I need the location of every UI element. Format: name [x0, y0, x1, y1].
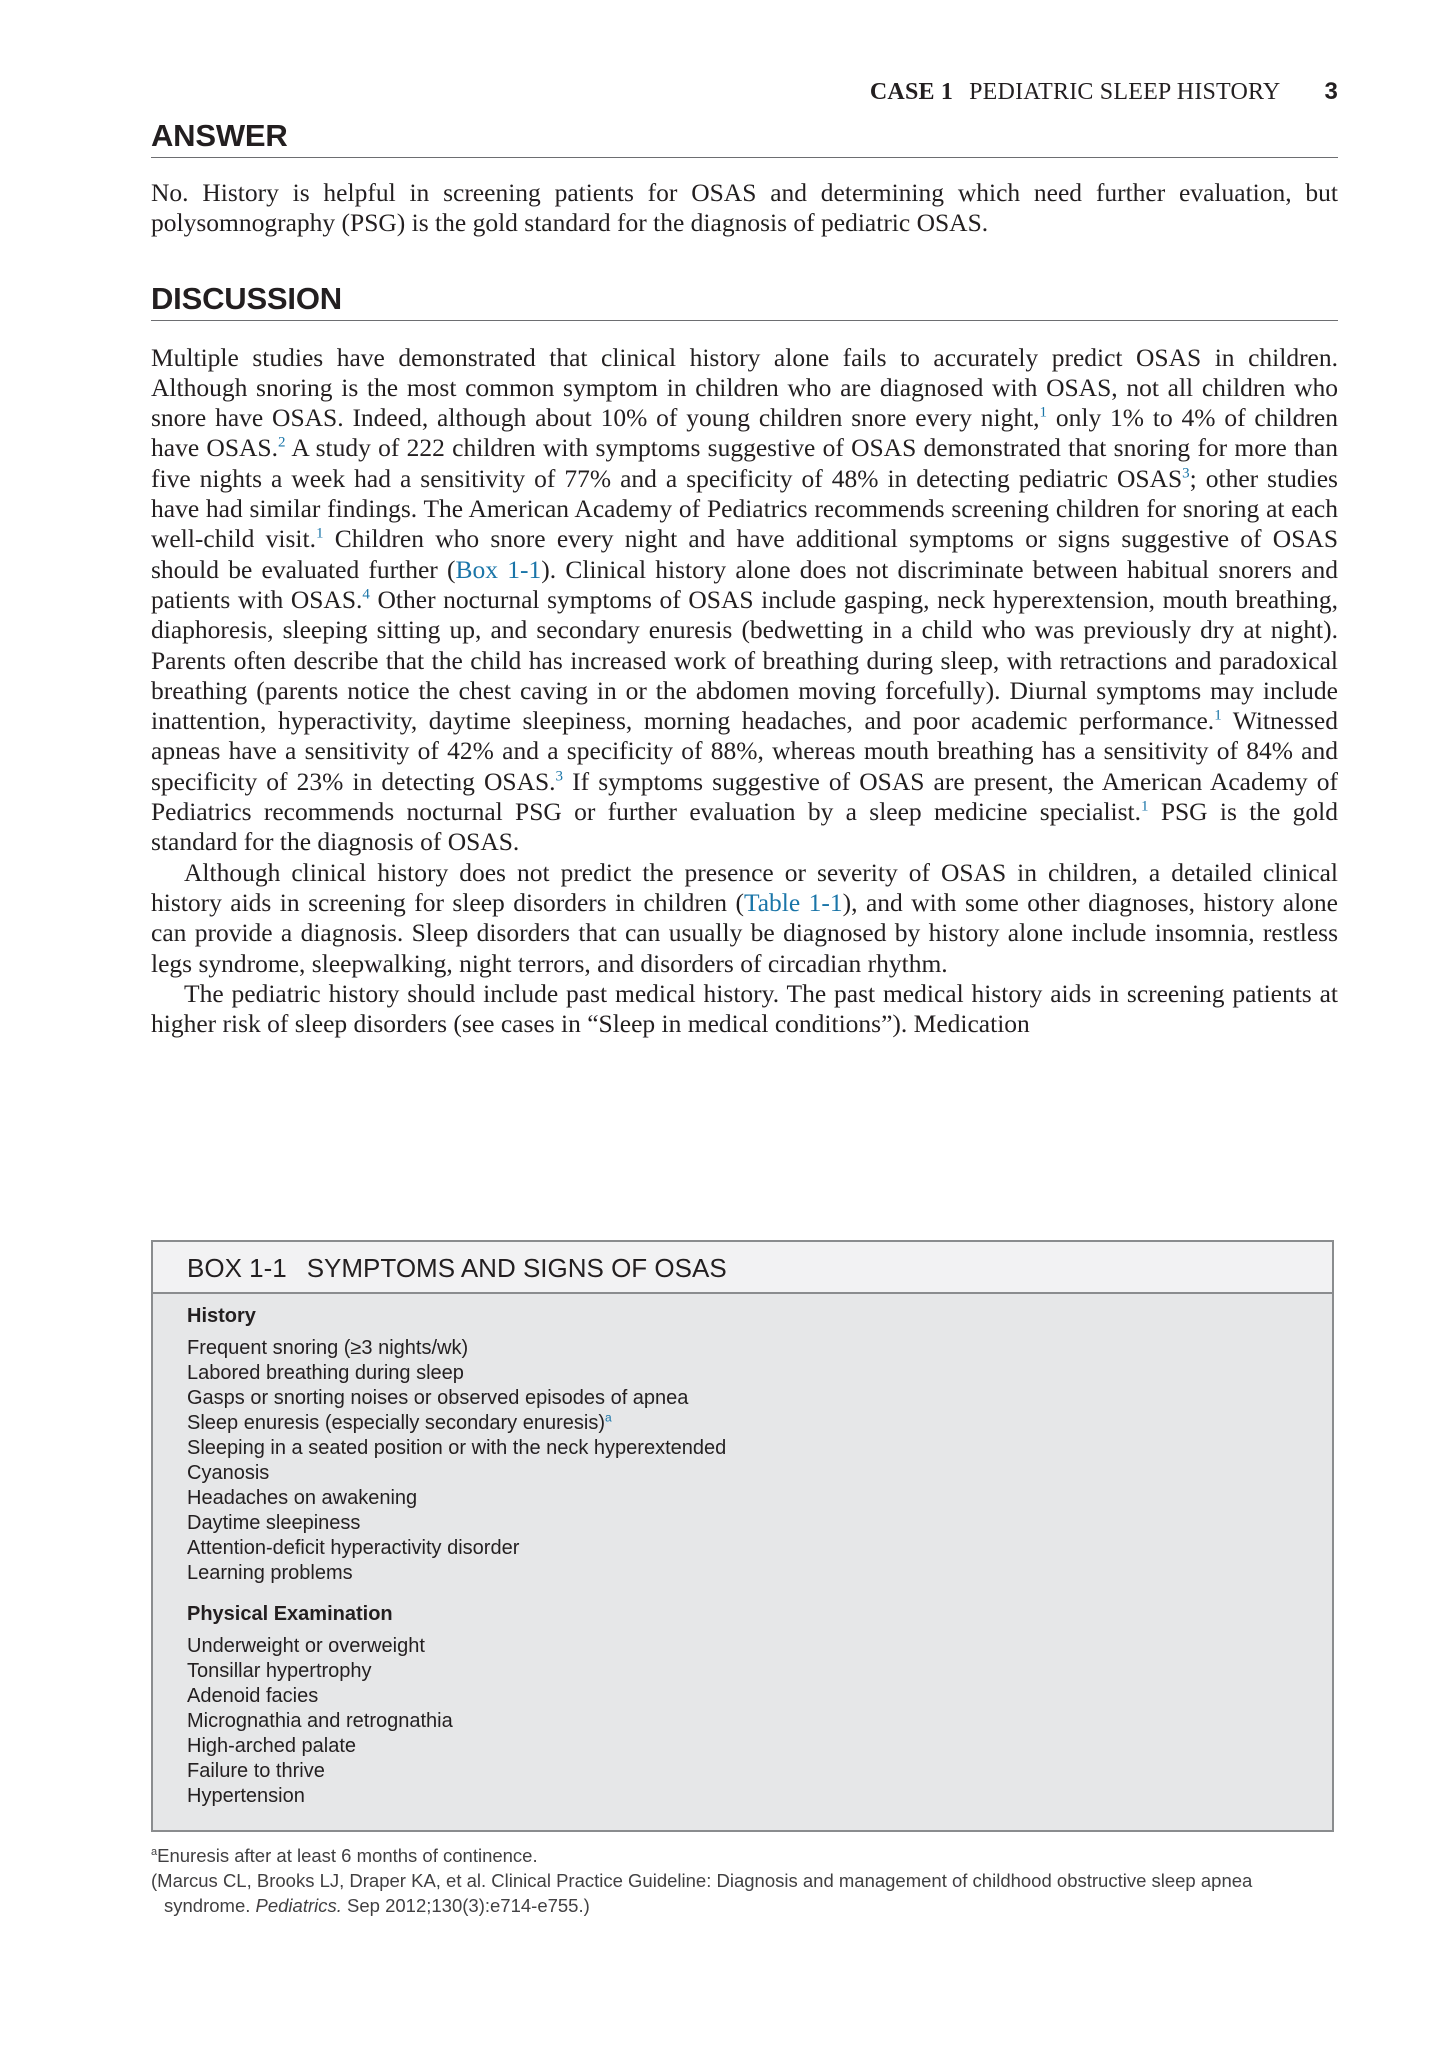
- text-run: ; other studies have had similar findings. The American Academy of Pediatrics recommends screening children for snoring at each well-child visit.: [151, 463, 1338, 554]
- physical-exam-subheading: Physical Examination: [187, 1603, 393, 1625]
- box-1-1: [151, 1240, 1334, 1832]
- list-item: Gasps or snorting noises or observed episodes of apnea: [187, 1387, 689, 1409]
- list-item: Headaches on awakening: [187, 1487, 418, 1509]
- list-item: Frequent snoring (≥3 nights/wk): [187, 1337, 469, 1359]
- table-1-1-link[interactable]: Table 1-1: [743, 887, 843, 917]
- text-run: ). Clinical history alone does not discriminate between habitual snorers and patients with OSAS.: [151, 554, 1338, 614]
- list-item-text: Sleep enuresis (especially secondary enuresis): [187, 1412, 605, 1434]
- box-number: BOX 1-1: [187, 1253, 287, 1283]
- box-1-1-link[interactable]: Box 1-1: [455, 554, 542, 584]
- text-run: Witnessed apneas have a sensitivity of 42% and a specificity of 88%, whereas mouth breathing has a sensitivity of 84% and specificity of 23% in detecting OSAS.: [151, 706, 1338, 796]
- text-run: A study of 222 children with symptoms suggestive of OSAS demonstrated that snoring for more than five nights a week had a sensitivity of 77% and a specificity of 48% in detecting pediatric OSAS: [151, 433, 1338, 493]
- reference-marker[interactable]: 1: [1039, 404, 1048, 421]
- list-item: [187, 1411, 1332, 1436]
- list-item: Tonsillar hypertrophy: [187, 1660, 372, 1682]
- discussion-paragraph-1: [151, 343, 1338, 858]
- history-list: [187, 1336, 1332, 1586]
- text-run: ), and with some other diagnoses, history alone can provide a diagnosis. Sleep disorders that can usually be diagnosed by history alone include insomnia, restless legs syndrome, sleepwalking, night terrors, and disorders of circadian rhythm.: [151, 887, 1338, 978]
- text-run: Although clinical history does not predict the presence or severity of OSAS in children, a detailed clinical history aids in screening for sleep disorders in children (: [151, 857, 1338, 917]
- box-body: [153, 1294, 1332, 1809]
- page-number: 3: [1324, 78, 1338, 105]
- list-item: Daytime sleepiness: [187, 1512, 361, 1534]
- list-item: High-arched palate: [187, 1735, 356, 1757]
- list-item: Underweight or overweight: [187, 1635, 425, 1657]
- footnote-marker: a: [605, 1410, 612, 1425]
- source-citation: [151, 1868, 1334, 1918]
- list-item: Hypertension: [187, 1785, 305, 1807]
- page-content: [151, 78, 1338, 1039]
- text-run: PSG is the gold standard for the diagnosis of OSAS.: [151, 797, 1338, 857]
- list-item: Adenoid facies: [187, 1685, 319, 1707]
- list-item: Sleeping in a seated position or with the neck hyperextended: [187, 1437, 727, 1459]
- discussion-paragraph-2: [151, 858, 1338, 979]
- list-item: Labored breathing during sleep: [187, 1362, 464, 1384]
- enuresis-footnote: [151, 1843, 1334, 1868]
- reference-marker[interactable]: 2: [277, 434, 286, 451]
- reference-marker[interactable]: 3: [1182, 465, 1190, 482]
- reference-marker[interactable]: 1: [1141, 798, 1149, 815]
- reference-marker[interactable]: 3: [555, 768, 564, 785]
- citation-text: (Marcus CL, Brooks LJ, Draper KA, et al. Clinical Practice Guideline: Diagnosis and management of childhood obstructive sleep apnea syndrome.: [151, 1870, 1253, 1916]
- list-item: Failure to thrive: [187, 1760, 325, 1782]
- footnote-marker: a: [151, 1845, 158, 1858]
- text-run: only 1% to 4% of children have OSAS.: [151, 403, 1338, 463]
- history-subheading: History: [187, 1305, 256, 1327]
- list-item: Learning problems: [187, 1562, 353, 1584]
- reference-marker[interactable]: 1: [1214, 707, 1222, 724]
- answer-paragraph: No. History is helpful in screening patients for OSAS and determining which need further evaluation, but polysomnography (PSG) is the gold standard for the diagnosis of pediatric OSAS.: [151, 178, 1338, 238]
- citation-text: Sep 2012;130(3):e714-e755.): [341, 1895, 590, 1916]
- box-header: [153, 1242, 1332, 1294]
- reference-marker[interactable]: 1: [315, 525, 324, 542]
- discussion-heading: DISCUSSION: [151, 281, 1338, 321]
- list-item: Cyanosis: [187, 1462, 270, 1484]
- answer-heading: ANSWER: [151, 118, 1338, 158]
- text-run: Multiple studies have demonstrated that clinical history alone fails to accurately predict OSAS in children. Although snoring is the most common symptom in children who are diagnosed with OSAS, not all children who snore have OSAS. Indeed, although about 10% of young children snore every night,: [151, 342, 1338, 433]
- list-item: Attention-deficit hyperactivity disorder: [187, 1537, 520, 1559]
- box-footnotes: [151, 1843, 1334, 1918]
- box-title: SYMPTOMS AND SIGNS OF OSAS: [306, 1253, 727, 1283]
- list-item: Micrognathia and retrognathia: [187, 1710, 453, 1732]
- running-head-case: CASE 1: [869, 79, 954, 105]
- text-run: Other nocturnal symptoms of OSAS include gasping, neck hyperextension, mouth breathing, diaphoresis, sleeping sitting up, and secondary enuresis (bedwetting in a child who was previously dry at night). Parents often describe that the child has increased work of breathing during sleep, with retractions and paradoxical breathing (parents notice the chest caving in or the abdomen moving forcefully). Diurnal symptoms may include inattention, hyperactivity, daytime sleepiness, morning headaches, and poor academic performance.: [151, 584, 1339, 736]
- reference-marker[interactable]: 4: [362, 586, 370, 603]
- running-head-title: PEDIATRIC SLEEP HISTORY: [969, 79, 1281, 105]
- journal-name: Pediatrics.: [255, 1895, 342, 1916]
- running-head: [151, 78, 1338, 118]
- discussion-paragraph-3: The pediatric history should include past medical history. The past medical history aids in screening patients at higher risk of sleep disorders (see cases in “Sleep in medical conditions”). Medication: [151, 978, 1338, 1039]
- text-run: Children who snore every night and have additional symptoms or signs suggestive of OSAS should be evaluated further (: [151, 524, 1339, 584]
- physical-exam-list: [187, 1634, 1332, 1809]
- text-run: If symptoms suggestive of OSAS are present, the American Academy of Pediatrics recommends nocturnal PSG or further evaluation by a sleep medicine specialist.: [151, 766, 1338, 827]
- footnote-text: Enuresis after at least 6 months of continence.: [157, 1845, 538, 1866]
